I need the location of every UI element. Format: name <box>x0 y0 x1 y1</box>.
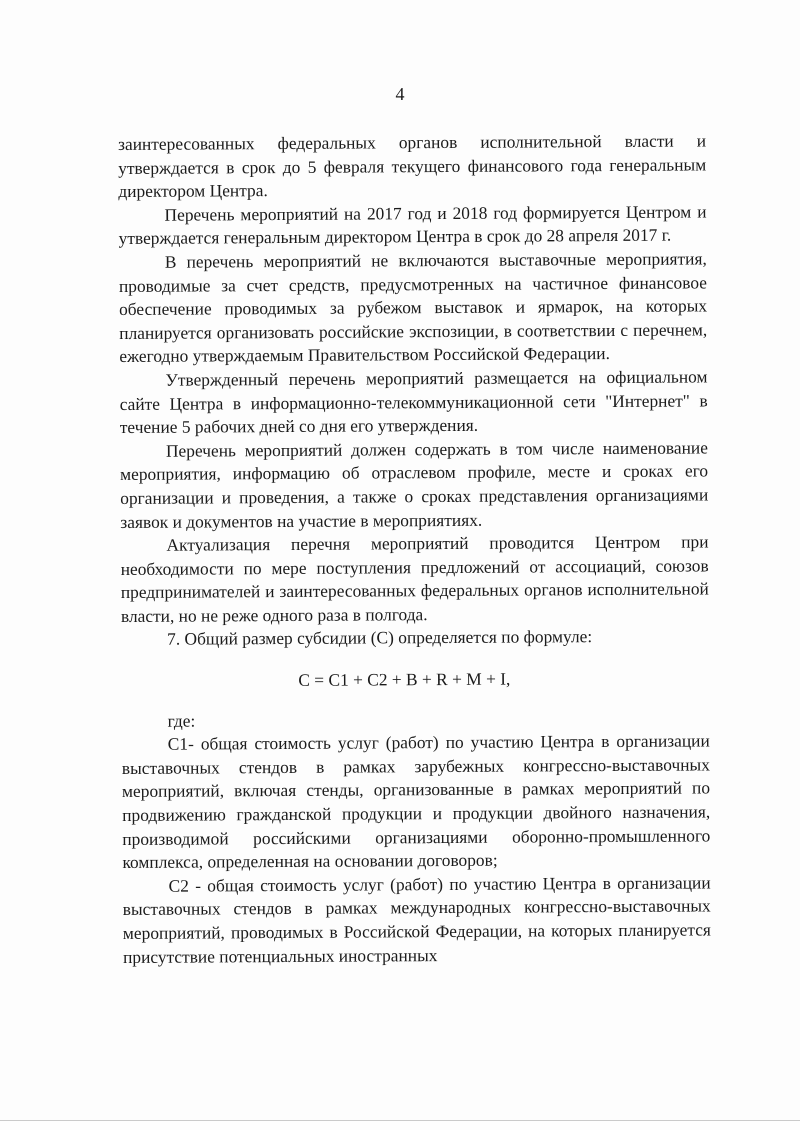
where-label: где: <box>167 710 196 731</box>
paragraph-actualization: Актуализация перечня мероприятий проводится Центром при необходимости по мере поступления предложений от ассоциаций, союзов предпринимателей и заинтересованных федеральных органов исполнительной власти, но не реже одного раза в полгода. <box>120 531 709 626</box>
paragraph-list-contents: Перечень мероприятий должен содержать в том числе наименование мероприятия, информацию об отраслевом профиле, месте и сроках его организации и проведения, а также о сроках представления организациями заявок и документов на участие в мероприятиях. <box>120 437 709 532</box>
document-body <box>118 129 711 969</box>
definition-c2: С2 - общая стоимость услуг (работ) по участию Центра в организации выставочных стендов в рамках международных конгрессно-выставочных мероприятий, проводимых в Российской Федерации, на которых планируется присутствие потенциальных иностранных <box>122 872 711 967</box>
paragraph-exclusions: В перечень мероприятий не включаются выставочные мероприятия, проводимые за счет средств, предусмотренных на частичное финансовое обеспечение проводимых за рубежом выставок и ярмарок, на которых планируется организовать российские экспозиции, в соответствии с перечнем, ежегодно утверждаемым Правительством Российской Федерации. <box>118 248 708 367</box>
paragraph-list-formation: Перечень мероприятий на 2017 год и 2018 год формируется Центром и утверждается генеральным директором Центра в срок до 28 апреля 2017 г. <box>118 201 707 249</box>
paragraph-continuation: заинтересованных федеральных органов исполнительной власти и утверждается в срок до 5 февраля текущего финансового года генеральным директором Центра. <box>118 130 707 202</box>
subsidy-formula: C = C1 + C2 + B + R + M + I, <box>298 668 511 690</box>
definition-c1: С1- общая стоимость услуг (работ) по участию Центра в организации выставочных стендов в рамках зарубежных конгрессно-выставочных мероприятий, включая стенды, организованные в рамках мероприятий по продвижению гражданской продукции и продукции двойного назначения, производимой российскими организациями оборонно-промышленного комплекса, определенная на основании договоров; <box>121 730 711 873</box>
paragraph-subsidy-size: 7. Общий размер субсидии (С) определяется по формуле: <box>167 626 593 650</box>
page-number: 4 <box>395 84 405 104</box>
paragraph-publication: Утвержденный перечень мероприятий размещается на официальном сайте Центра в информационно-телекоммуникационной сети "Интернет" в течение 5 рабочих дней со дня его утверждения. <box>119 366 708 438</box>
scan-edge-line <box>0 1120 800 1121</box>
